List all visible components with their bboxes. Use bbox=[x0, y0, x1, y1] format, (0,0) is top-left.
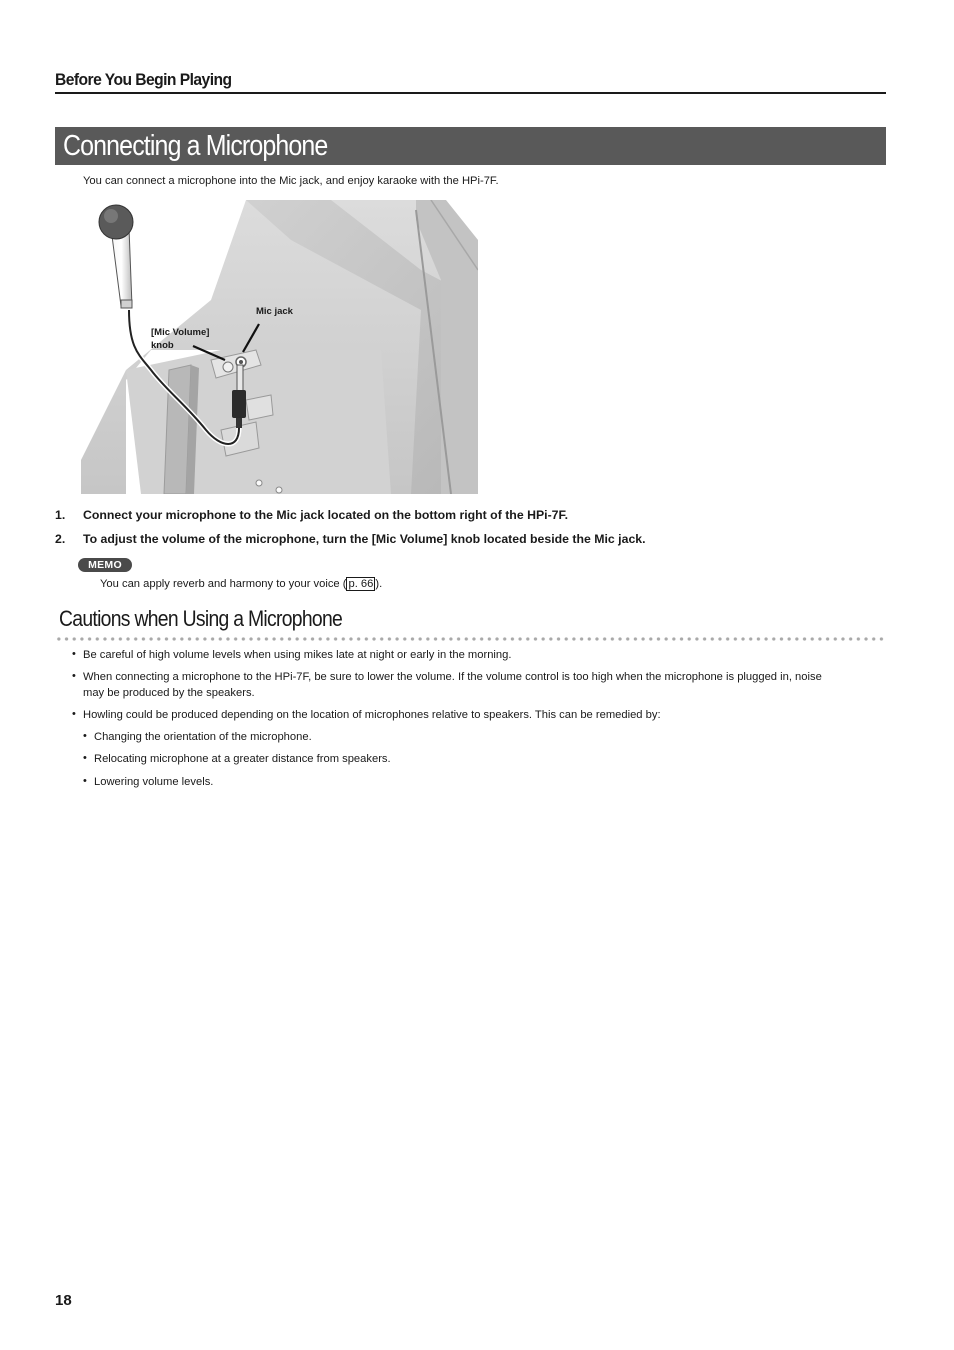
cautions-title: Cautions when Using a Microphone bbox=[59, 606, 343, 631]
memo-badge: MEMO bbox=[78, 558, 132, 572]
caution-bullet-3: Howling could be produced depending on the location of microphones relative to speakers. This can be remedied by: bbox=[83, 709, 661, 721]
step-1-number: 1. bbox=[55, 508, 66, 522]
bullet-dot: • bbox=[72, 648, 76, 660]
page-title: Connecting a Microphone bbox=[63, 130, 328, 162]
caution-bullet-2-line2: may be produced by the speakers. bbox=[83, 687, 255, 699]
caution-sub-bullet-3: Lowering volume levels. bbox=[94, 776, 214, 788]
page-reference-link[interactable]: p. 66 bbox=[348, 578, 374, 590]
mic-volume-label-line2: knob bbox=[151, 340, 174, 351]
memo-text-before: You can apply reverb and harmony to your voice ( bbox=[100, 578, 347, 590]
mic-jack-label: Mic jack bbox=[256, 306, 293, 317]
memo-text-after: ). bbox=[375, 578, 383, 590]
piano-microphone-illustration bbox=[81, 200, 478, 494]
microphone-head bbox=[99, 205, 133, 239]
section-header: Before You Begin Playing bbox=[55, 70, 232, 89]
memo-text bbox=[100, 576, 382, 592]
caution-bullet-2-line1: When connecting a microphone to the HPi-7F, be sure to lower the volume. If the volume control is too high when the microphone is plugged in, noise bbox=[83, 671, 822, 683]
step-2-text: To adjust the volume of the microphone, turn the [Mic Volume] knob located beside the Mic jack. bbox=[83, 532, 646, 546]
illustration-svg bbox=[81, 200, 478, 494]
step-1-text: Connect your microphone to the Mic jack located on the bottom right of the HPi-7F. bbox=[83, 508, 569, 522]
page-number: 18 bbox=[55, 1292, 72, 1309]
header-rule bbox=[55, 92, 886, 94]
caution-sub-bullet-2: Relocating microphone at a greater distance from speakers. bbox=[94, 753, 391, 765]
caution-sub-bullet-1: Changing the orientation of the microphone. bbox=[94, 731, 312, 743]
step-2-number: 2. bbox=[55, 532, 66, 546]
mic-volume-knob bbox=[223, 362, 233, 372]
caution-bullet-1: Be careful of high volume levels when using mikes late at night or early in the morning. bbox=[83, 649, 512, 661]
plug-tip bbox=[237, 365, 243, 391]
mic-volume-label-line1: [Mic Volume] bbox=[151, 327, 210, 338]
plug-body bbox=[232, 390, 246, 418]
sub-bullet-dot: • bbox=[83, 730, 87, 742]
bullet-dot: • bbox=[72, 670, 76, 682]
intro-text: You can connect a microphone into the Mic jack, and enjoy karaoke with the HPi-7F. bbox=[83, 175, 499, 187]
bullet-dot: • bbox=[72, 708, 76, 720]
title-bar bbox=[55, 127, 886, 165]
mic-volume-label bbox=[151, 326, 209, 352]
microphone-handle bbox=[111, 228, 132, 306]
sub-bullet-dot: • bbox=[83, 752, 87, 764]
dotted-divider bbox=[55, 637, 886, 641]
sub-bullet-dot: • bbox=[83, 775, 87, 787]
